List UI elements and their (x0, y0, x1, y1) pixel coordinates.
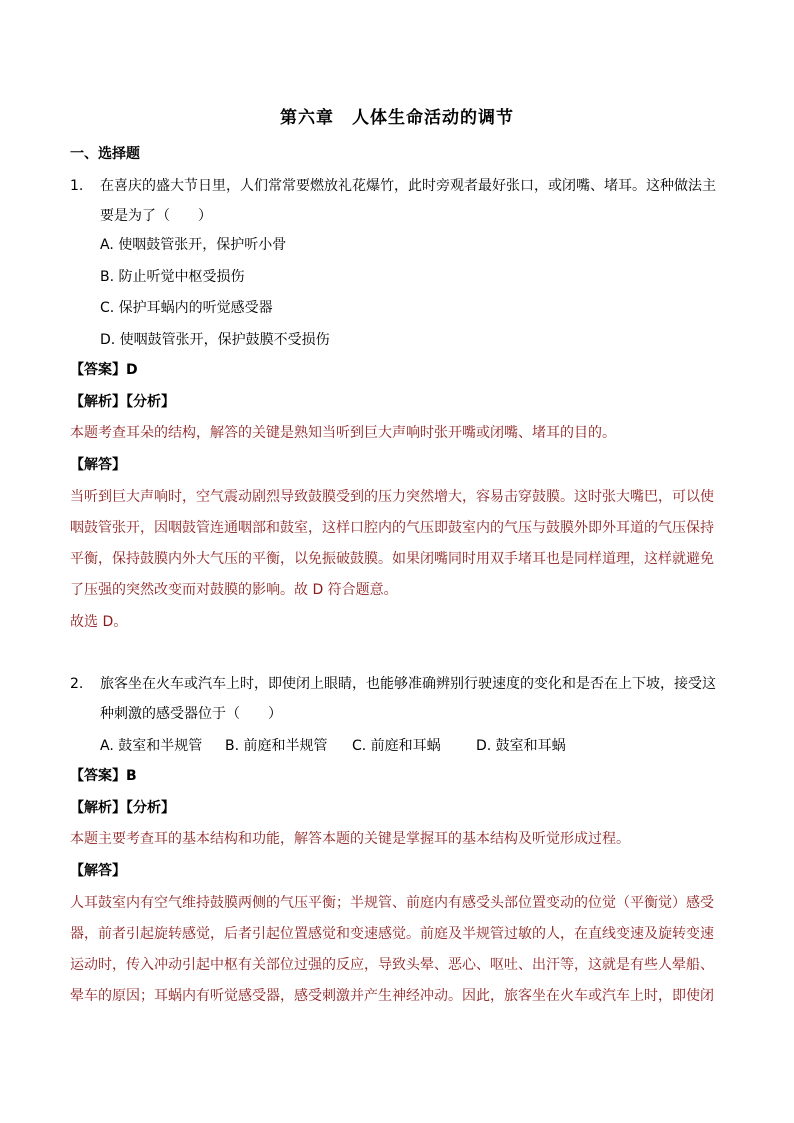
solution-line: 故选 D。 (70, 614, 128, 630)
analysis-text: 本题主要考查耳的基本结构和功能，解答本题的关键是掌握耳的基本结构及听觉形成过程。 (70, 831, 630, 847)
solution-line: 运动时，传入冲动引起中枢有关部位过强的反应，导致头晕、恶心、呕吐、出汗等，这就是有些人晕船、 (70, 957, 714, 973)
solution-line: 人耳鼓室内有空气维持鼓膜两侧的气压平衡；半规管、前庭内有感受头部位置变动的位觉（平衡觉）感受 (70, 895, 714, 911)
solution-label: 【解答】 (70, 457, 126, 473)
solution-label: 【解答】 (70, 863, 126, 879)
solution-line: 平衡，保持鼓膜内外大气压的平衡，以免振破鼓膜。如果闭嘴同时用双手堵耳也是同样道理，这样就避免 (70, 551, 714, 567)
answer-label: 【答案】 (70, 362, 126, 378)
answer-row (70, 766, 137, 786)
question-number: 1. (70, 178, 84, 194)
analysis-label: 【解析】【分析】 (70, 800, 175, 816)
option-b: B. 前庭和半规管 (225, 738, 328, 754)
question-stem-line: 要是为了（ ） (100, 208, 212, 224)
answer-row (70, 360, 138, 380)
solution-line: 了压强的突然改变而对鼓膜的影响。故 D 符合题意。 (70, 582, 398, 598)
analysis-text: 本题考查耳朵的结构，解答的关键是熟知当听到巨大声响时张开嘴或闭嘴、堵耳的目的。 (70, 425, 616, 441)
option-d: D. 鼓室和耳蜗 (476, 738, 566, 754)
question-number: 2. (70, 676, 84, 692)
solution-line: 器，前者引起旋转感觉，后者引起位置感觉和变速感觉。前庭及半规管过敏的人，在直线变速及旋转变速 (70, 926, 714, 942)
solution-line: 咽鼓管张开，因咽鼓管连通咽部和鼓室，这样口腔内的气压即鼓室内的气压与鼓膜外即外耳道的气压保持 (70, 520, 714, 536)
answer-label: 【答案】 (70, 768, 126, 784)
option-c: C. 保护耳蜗内的听觉感受器 (100, 300, 273, 316)
question-stem-line: 旅客坐在火车或汽车上时，即使闭上眼睛，也能够准确辨别行驶速度的变化和是否在上下坡，接受这 (100, 676, 716, 692)
option-d: D. 使咽鼓管张开，保护鼓膜不受损伤 (100, 332, 330, 348)
solution-line: 晕车的原因；耳蜗内有听觉感受器，感受刺激并产生神经冲动。因此，旅客坐在火车或汽车上时，即使闭 (70, 988, 714, 1004)
section-heading: 一、选择题 (70, 146, 140, 162)
option-b: B. 防止听觉中枢受损伤 (100, 269, 245, 285)
page-title: 第六章 人体生命活动的调节 (280, 108, 514, 128)
option-a: A. 使咽鼓管张开，保护听小骨 (100, 237, 287, 253)
analysis-label: 【解析】【分析】 (70, 394, 175, 410)
option-a: A. 鼓室和半规管 (100, 738, 203, 754)
answer-value: B (126, 768, 137, 784)
answer-value: D (126, 362, 138, 378)
option-c: C. 前庭和耳蜗 (352, 738, 441, 754)
question-stem-line: 在喜庆的盛大节日里，人们常常要燃放礼花爆竹，此时旁观者最好张口，或闭嘴、堵耳。这种做法主 (100, 178, 716, 194)
solution-line: 当听到巨大声响时，空气震动剧烈导致鼓膜受到的压力突然增大，容易击穿鼓膜。这时张大嘴巴，可以使 (70, 489, 714, 505)
question-stem-line: 种刺激的感受器位于（ ） (100, 706, 282, 722)
